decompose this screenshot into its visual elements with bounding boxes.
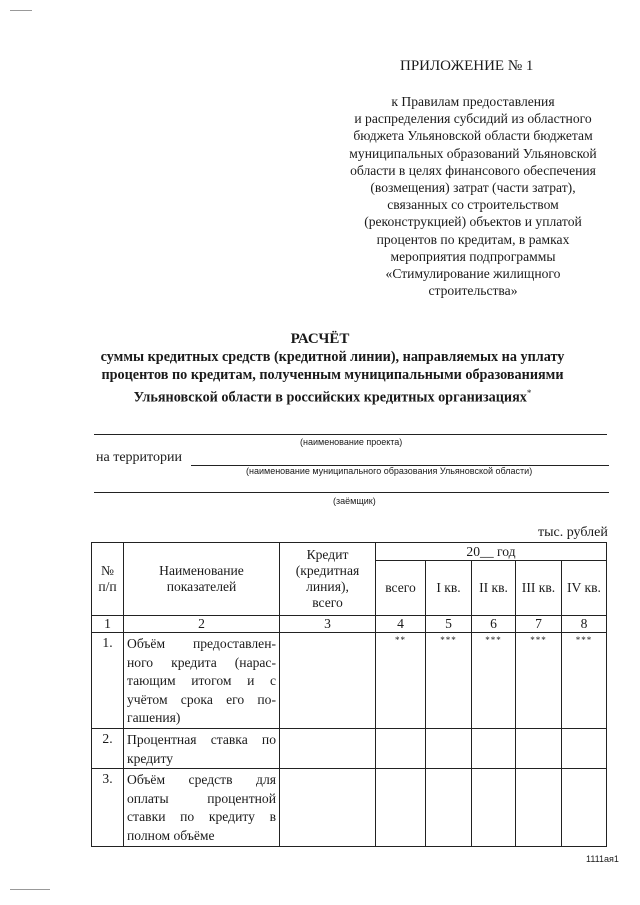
page-code: 1111ая1	[586, 854, 619, 864]
appendix-line: процентов по кредитам, в рамках	[376, 231, 570, 247]
data-cell	[472, 728, 516, 768]
borrower-line	[94, 492, 609, 493]
appendix-line: муниципальных образований Ульяновской	[349, 145, 597, 161]
units-label: тыс. рублей	[538, 525, 608, 540]
crop-mark	[10, 10, 32, 11]
footnote-cell: ***	[426, 633, 472, 729]
appendix-line: (реконструкцией) объектов и уплатой	[364, 214, 582, 230]
header-name: Наименование показателей	[124, 543, 280, 616]
project-line	[94, 434, 607, 435]
header-credit: Кредит (кредитная линия), всего	[280, 543, 376, 616]
header-q1: I кв.	[426, 561, 472, 616]
data-cell	[280, 728, 376, 768]
col-number: 6	[472, 616, 516, 633]
col-number: 5	[426, 616, 472, 633]
data-cell	[280, 769, 376, 846]
subtitle-line: процентов по кредитам, полученным муниципальными образованиями	[101, 367, 564, 383]
appendix-line: области в целях финансового обеспечения	[350, 162, 596, 178]
col-number: 1	[92, 616, 124, 633]
borrower-caption: (заёмщик)	[333, 496, 376, 506]
row-num: 1.	[92, 633, 124, 729]
col-number: 4	[376, 616, 426, 633]
appendix-line: бюджета Ульяновской области бюджетам	[353, 128, 593, 144]
appendix-line: (возмещения) затрат (части затрат),	[370, 180, 576, 196]
header-num: № п/п	[92, 543, 124, 616]
data-cell	[426, 728, 472, 768]
col-number: 3	[280, 616, 376, 633]
header-total: всего	[376, 561, 426, 616]
appendix-line: связанных со строительством	[387, 197, 559, 213]
footnote-cell: ***	[562, 633, 607, 729]
subtitle-line: Ульяновской области в российских кредитных организациях*	[133, 388, 532, 406]
row-name: Объём средств для оплаты процентной ставки по кредиту в полном объёме	[124, 769, 280, 846]
calc-subtitle	[60, 348, 605, 407]
data-cell	[376, 769, 426, 846]
footnote-cell: ***	[472, 633, 516, 729]
subtitle-line: суммы кредитных средств (кредитной линии), направляемых на уплату	[100, 349, 565, 365]
appendix-line: и распределения субсидий из областного	[354, 111, 592, 127]
row-num: 2.	[92, 728, 124, 768]
col-number: 2	[124, 616, 280, 633]
header-q2: II кв.	[472, 561, 516, 616]
row-name: Процентная ставка по кредиту	[124, 728, 280, 768]
row-name: Объём предоставлен- ного кредита (нарас- тающим итогом и с учётом срока его по- гашения)	[124, 633, 280, 729]
appendix-title: ПРИЛОЖЕНИЕ № 1	[400, 58, 534, 74]
appendix-line: «Стимулирование жилищного	[385, 266, 561, 282]
header-q4: IV кв.	[562, 561, 607, 616]
appendix-line: мероприятия подпрограммы	[390, 248, 556, 264]
project-caption: (наименование проекта)	[300, 437, 403, 447]
territory-label: на территории	[96, 450, 182, 465]
crop-mark	[10, 889, 50, 890]
row-num: 3.	[92, 769, 124, 846]
appendix-line: к Правилам предоставления	[391, 94, 555, 109]
data-cell	[516, 769, 562, 846]
data-cell	[472, 769, 516, 846]
appendix-line: строительства»	[428, 283, 518, 299]
footnote-cell: **	[376, 633, 426, 729]
footnote-mark: *	[526, 388, 532, 398]
data-cell	[280, 633, 376, 729]
table-row	[92, 728, 607, 768]
appendix-text	[318, 93, 628, 299]
column-number-row	[92, 616, 607, 633]
table-row	[92, 633, 607, 729]
data-cell	[562, 769, 607, 846]
header-year: 20__ год	[376, 543, 607, 561]
table-row	[92, 769, 607, 846]
data-cell	[426, 769, 472, 846]
calc-title: РАСЧЁТ	[290, 331, 350, 347]
col-number: 8	[562, 616, 607, 633]
col-number: 7	[516, 616, 562, 633]
calculation-table	[91, 542, 607, 847]
data-cell	[376, 728, 426, 768]
data-cell	[516, 728, 562, 768]
municipality-caption: (наименование муниципального образования Ульяновской области)	[246, 466, 533, 476]
data-cell	[562, 728, 607, 768]
footnote-cell: ***	[516, 633, 562, 729]
header-q3: III кв.	[516, 561, 562, 616]
